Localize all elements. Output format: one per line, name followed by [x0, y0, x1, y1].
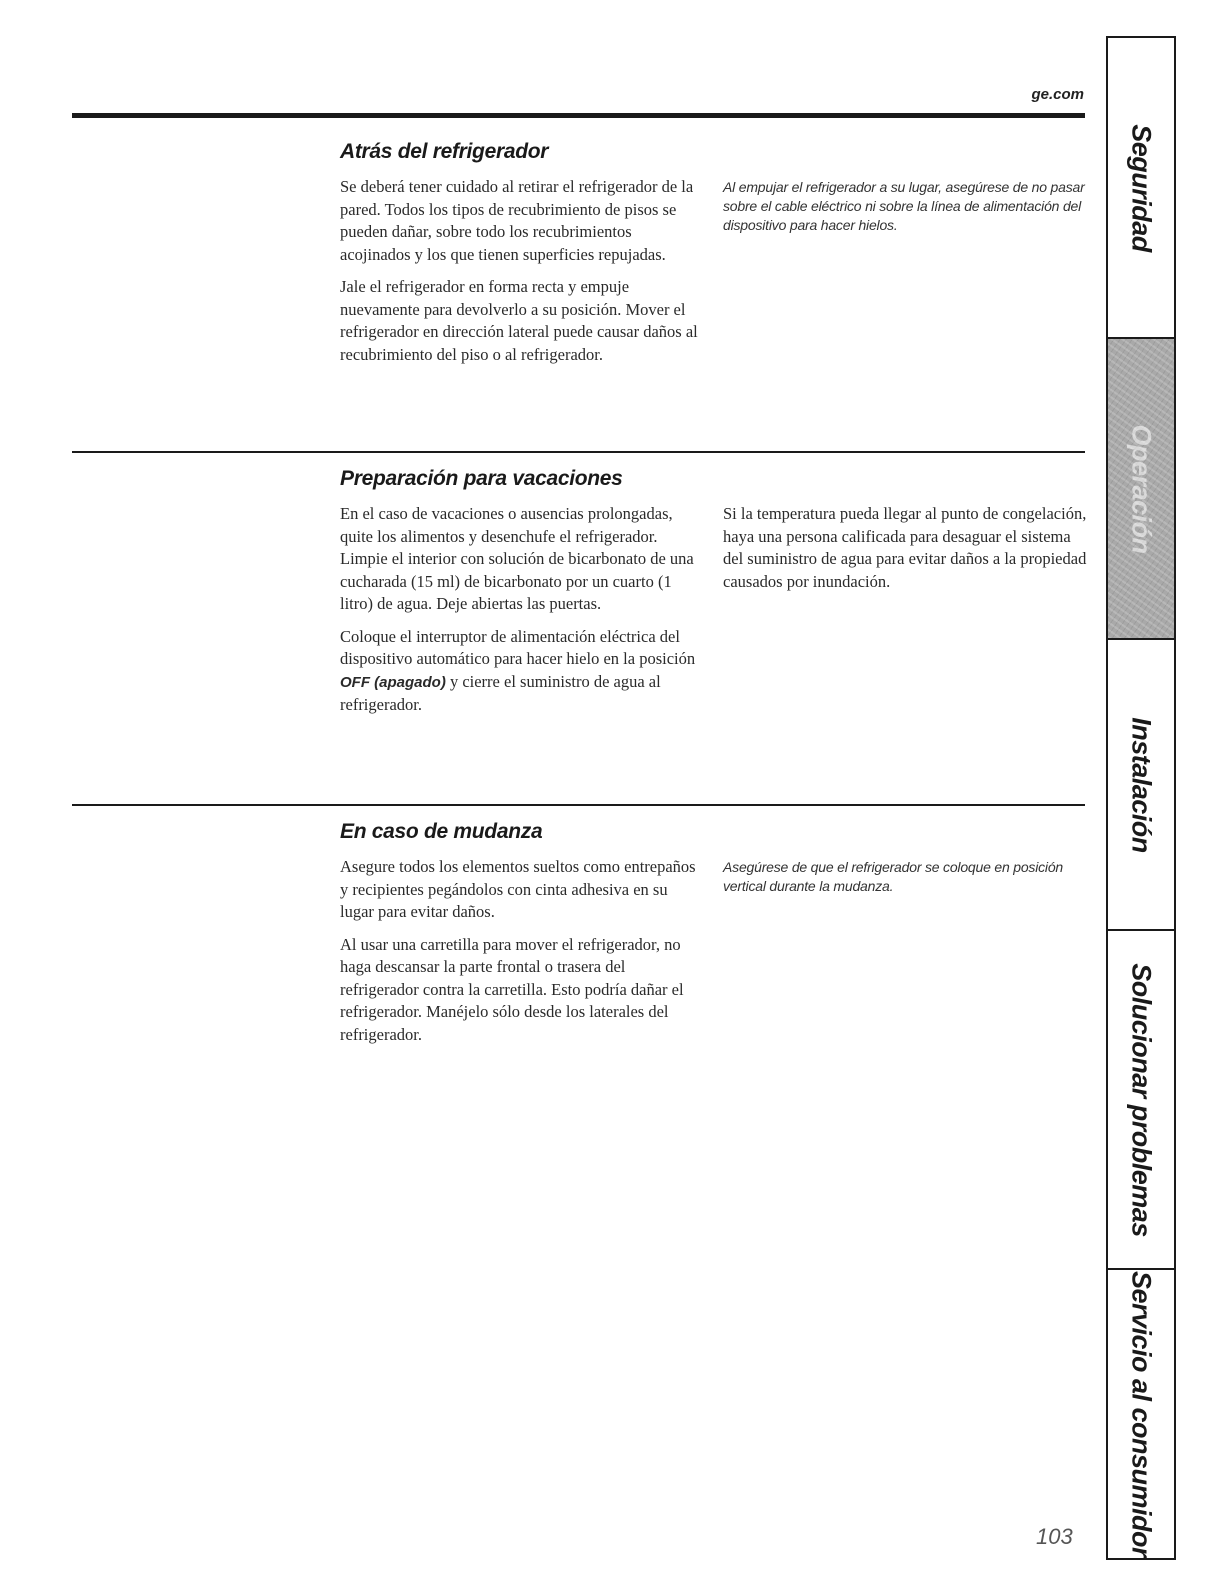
tab-label: Instalación — [1126, 716, 1157, 853]
section-preparacion-vacaciones — [340, 467, 1085, 797]
paragraph-text: Coloque el interruptor de alimentación eléctrica del dispositivo automático para hacer hielo en la posición — [340, 626, 696, 668]
tab-label: Operación — [1126, 423, 1157, 554]
note-text: Al empujar el refrigerador a su lugar, asegúrese de no pasar sobre el cable eléctrico ni sobre la línea de alimentación del dispositivo para hacer hielos. — [723, 179, 1085, 233]
top-rule — [72, 113, 1085, 118]
chapter-tabs — [1106, 36, 1176, 1560]
tab-seguridad[interactable] — [1108, 38, 1174, 339]
tab-label: Servicio al consumidor — [1126, 1270, 1157, 1558]
tab-instalacion[interactable] — [1108, 640, 1174, 931]
page-number: 103 — [1036, 1524, 1073, 1549]
site-url: ge.com — [1031, 86, 1084, 103]
note-text: Asegúrese de que el refrigerador se coloque en posición vertical durante la mudanza. — [723, 859, 1064, 894]
section-body-right — [723, 503, 1088, 593]
paragraph: Jale el refrigerador en forma recta y empuje nuevamente para devolverlo a su posición. Mover el refrigerador en dirección lateral puede causar daños al recubrimiento del piso o al refrigerador. — [340, 277, 698, 364]
section-en-caso-de-mudanza — [340, 820, 1085, 1090]
paragraph: Se deberá tener cuidado al retirar el refrigerador de la pared. Todos los tipos de recubrimiento de pisos se pueden dañar, sobre todo los recubrimientos acojinados y los que tienen superficies repujadas. — [340, 177, 694, 264]
section-rule — [72, 451, 1085, 453]
tab-solucionar-problemas[interactable] — [1108, 931, 1174, 1270]
section-note-right — [723, 858, 1088, 896]
section-note-right — [723, 178, 1088, 235]
tab-servicio-al-consumidor[interactable] — [1108, 1270, 1174, 1558]
paragraph: Al usar una carretilla para mover el refrigerador, no haga descansar la parte frontal o trasera del refrigerador contra la carretilla. Esto podría dañar el refrigerador. Manéjelo sólo desde los laterales del refrigerador. — [340, 934, 684, 1044]
section-title: Atrás del refrigerador — [340, 140, 549, 163]
section-title: Preparación para vacaciones — [340, 467, 623, 490]
tab-label: Seguridad — [1126, 123, 1157, 252]
section-body-left — [340, 503, 702, 727]
section-rule — [72, 804, 1085, 806]
paragraph — [340, 626, 702, 717]
paragraph: En el caso de vacaciones o ausencias prolongadas, quite los alimentos y desenchufe el refrigerador. Limpie el interior con solución de bicarbonato de una cucharada (15 ml) de bicarbonato por un cuarto (1 litro) de agua. Deje abiertas las puertas. — [340, 504, 694, 613]
tab-operacion[interactable] — [1108, 339, 1174, 640]
off-emphasis: OFF (apagado) — [340, 673, 446, 691]
section-body-left — [340, 176, 702, 376]
section-atras-del-refrigerador — [340, 140, 1085, 440]
paragraph-text: y cierre el suministro de agua al refrigerador. — [340, 671, 661, 714]
tab-label: Solucionar problemas — [1126, 962, 1157, 1237]
section-title: En caso de mudanza — [340, 820, 543, 843]
paragraph: Si la temperatura pueda llegar al punto de congelación, haya una persona calificada para desaguar el sistema del suministro de agua para evitar daños a la propiedad causados por inundación. — [723, 504, 1087, 591]
section-body-left — [340, 856, 702, 1056]
paragraph: Asegure todos los elementos sueltos como entrepaños y recipientes pegándolos con cinta adhesiva en su lugar para evitar daños. — [340, 857, 696, 921]
